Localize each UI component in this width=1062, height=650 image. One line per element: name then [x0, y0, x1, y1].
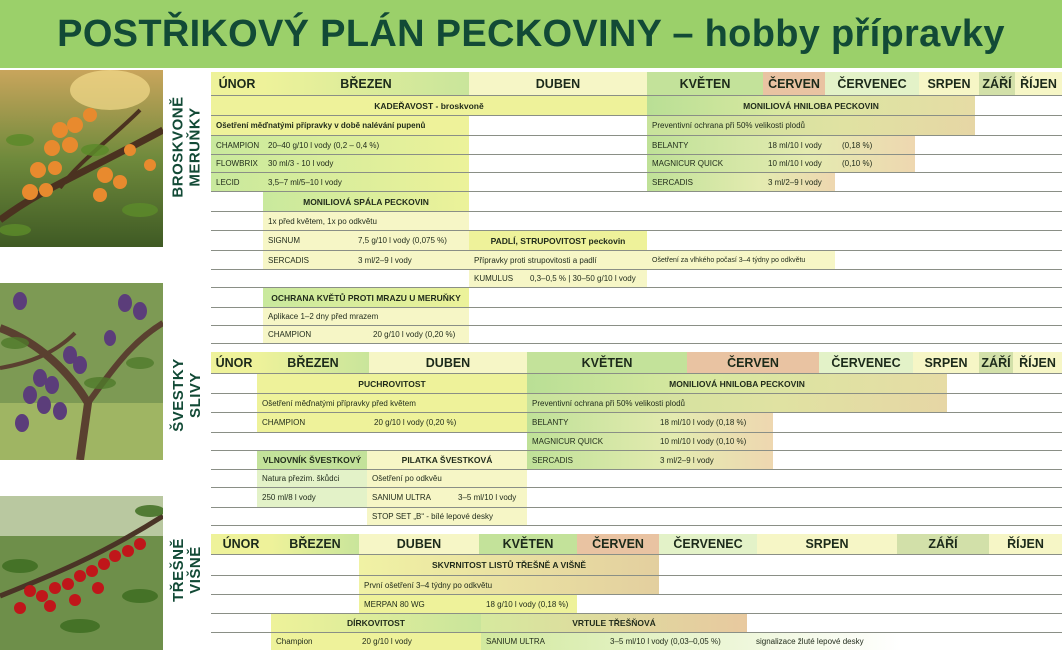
plum-mite-title: VLNOVNÍK ŠVESTKOVÝ: [257, 451, 367, 469]
plum-section-label: [163, 340, 211, 450]
label-line: SLIVY: [187, 372, 204, 418]
disease-title-row: [211, 287, 1062, 307]
label-line: MERUŇKY: [187, 107, 204, 187]
product-pct: (0,10 %): [842, 159, 873, 168]
product-row: [211, 412, 1062, 432]
month-cell: ZÁŘÍ: [979, 352, 1013, 373]
product-row: [211, 594, 1062, 613]
note-row: [211, 211, 1062, 230]
product-dose: 3 ml/2–9 l vody: [768, 177, 822, 187]
disease-title-row: [211, 450, 1062, 469]
note-row: [211, 393, 1062, 412]
product-row: [211, 135, 1062, 154]
frost-protection-title: OCHRANA KVĚTŮ PROTI MRAZU U MERUŇKY: [263, 288, 469, 307]
shot-hole-title: DÍRKOVITOST: [271, 614, 481, 632]
month-cell: ČERVENEC: [659, 534, 757, 554]
product-name: BELANTY: [532, 418, 569, 427]
month-cell: ČERVEN: [577, 534, 659, 554]
cherry-photo: [0, 496, 163, 650]
product-dose: 18 ml/10 l vody: [768, 140, 822, 150]
product-name: CHAMPION: [262, 418, 306, 427]
note-row: [211, 307, 1062, 325]
leaf-spot-title: SKVRNITOST LISTŮ TŘEŠNĚ A VIŠNĚ: [359, 555, 659, 575]
product-cell: [481, 633, 901, 650]
note-row: [211, 575, 1062, 594]
product-cell: [647, 173, 835, 191]
product-cell: [211, 136, 469, 154]
month-cell: ŘÍJEN: [1013, 352, 1062, 373]
mildew-scab-title: PADLÍ, STRUPOVITOST peckovin: [469, 231, 647, 250]
product-name: LECID: [216, 177, 240, 187]
product-name: SERCADIS: [652, 177, 693, 187]
product-row: [211, 230, 1062, 250]
plum-pox-note: Ošetření měďnatými přípravky před květem: [257, 394, 527, 412]
month-cell: KVĚTEN: [647, 72, 763, 95]
blossom-blight-title: MONILIOVÁ SPÁLA PECKOVIN: [263, 192, 469, 211]
month-cell: ZÁŘÍ: [979, 72, 1015, 95]
month-cell: ŘÍJEN: [989, 534, 1062, 554]
month-cell: ČERVEN: [763, 72, 825, 95]
leaf-spot-note: První ošetření 3–4 týdny po odkvětu: [359, 576, 659, 594]
product-cell: [527, 413, 773, 432]
monilia-rot-note: Preventivní ochrana při 50% velikosti plodů: [647, 116, 975, 135]
month-cell: ČERVENEC: [825, 72, 919, 95]
header-banner: [0, 0, 1062, 68]
product-name: MERPAN 80 WG: [364, 599, 425, 609]
product-dose: 30 ml/3 - 10 l vody: [268, 159, 334, 168]
product-name: SANIUM ULTRA: [486, 637, 545, 646]
month-cell: DUBEN: [469, 72, 647, 95]
product-note: signalizace žluté lepové desky: [756, 637, 864, 646]
product-cell: [647, 155, 915, 172]
product-name: CHAMPION: [216, 140, 260, 150]
note-row: [211, 469, 1062, 487]
product-row: [211, 172, 1062, 191]
product-cell: [359, 595, 577, 613]
label-line: TŘEŠNĚ: [170, 538, 187, 602]
product-name: MAGNICUR QUICK: [652, 159, 724, 168]
product-cell: [469, 270, 647, 287]
disease-title-row: [211, 613, 1062, 632]
product-cell: [263, 251, 469, 269]
product-row: [211, 507, 1062, 526]
product-name: Champion: [276, 637, 313, 646]
plum-sawfly-note: Ošetření po odkvěu: [367, 470, 527, 487]
mildew-scab-note: Přípravky proti strupovitosti a padlí: [469, 251, 647, 269]
product-dose: 3–5 ml/10 l vody (0,03–0,05 %): [610, 637, 721, 646]
product-cell: [527, 451, 773, 469]
month-cell: SRPEN: [913, 352, 979, 373]
plum-photo: [0, 283, 163, 460]
disease-title-row: [211, 373, 1062, 393]
product-dose: 3 ml/2–9 l vody: [660, 455, 714, 465]
month-cell: SRPEN: [919, 72, 979, 95]
month-cell: KVĚTEN: [527, 352, 687, 373]
product-row: [211, 432, 1062, 450]
product-cell: [263, 326, 469, 343]
product-dose: 10 ml/10 l vody (0,10 %): [660, 437, 747, 446]
product-cell: [211, 155, 469, 172]
month-cell: ZÁŘÍ: [897, 534, 989, 554]
product-dose: 3,5–7 ml/5–10 l vody: [268, 177, 342, 187]
disease-title-row: [211, 95, 1062, 115]
product-cell: [211, 173, 469, 191]
mildew-scab-note-2: Ošetření za vlhkého počasí 3–4 týdny po odkvětu: [647, 251, 835, 269]
leaf-curl-title: KADEŘAVOST - broskvoně: [211, 96, 647, 115]
month-cell: SRPEN: [757, 534, 897, 554]
product-cell: [647, 136, 915, 154]
product-name: SANIUM ULTRA: [372, 493, 431, 502]
product-dose: 18 g/10 l vody (0,18 %): [486, 599, 569, 609]
plum-sawfly-title: PILATKA ŠVESTKOVÁ: [367, 451, 527, 469]
product-dose: 20 g/10 l vody: [362, 637, 412, 646]
product-dose: 10 ml/10 l vody: [768, 159, 822, 168]
cherry-plan-table: [211, 534, 1062, 650]
label-line: ŠVESTKY: [170, 358, 187, 432]
plum-plan-table: [211, 352, 1062, 526]
disease-title-row: [211, 554, 1062, 575]
blossom-blight-note: 1x před květem, 1x po odkvětu: [263, 212, 469, 230]
plum-rot-title: MONILIOVÁ HNILOBA PECKOVIN: [527, 374, 947, 393]
page-title: POSTŘIKOVÝ PLÁN PECKOVINY – hobby přípravky: [57, 12, 1005, 55]
peach-plan-table: [211, 72, 1062, 344]
cherry-fly-title: VRTULE TŘEŠŇOVÁ: [481, 614, 747, 632]
product-dose: 20 g/10 l vody (0,20 %): [374, 418, 457, 427]
month-cell: ÚNOR: [211, 352, 257, 373]
month-cell: ŘÍJEN: [1015, 72, 1062, 95]
month-cell: ÚNOR: [211, 534, 271, 554]
month-header-row: [211, 352, 1062, 373]
product-cell: [527, 433, 773, 450]
label-line: BROSKVONĚ: [170, 96, 187, 198]
product-dose: 7,5 g/10 l vody (0,075 %): [358, 236, 447, 245]
product-row: [211, 487, 1062, 507]
note-row: [211, 115, 1062, 135]
product-name: SIGNUM: [268, 236, 300, 245]
product-dose: 20–40 g/10 l vody (0,2 – 0,4 %): [268, 140, 380, 150]
peach-section-label: [163, 72, 211, 222]
product-name: FLOWBRIX: [216, 159, 258, 168]
product-name: CHAMPION: [268, 330, 312, 339]
product-dose: 20 g/10 l vody (0,20 %): [373, 330, 456, 339]
month-cell: BŘEZEN: [263, 72, 469, 95]
product-cell: [271, 633, 481, 650]
month-cell: BŘEZEN: [257, 352, 369, 373]
month-cell: BŘEZEN: [271, 534, 359, 554]
product-dose: 18 ml/10 l vody (0,18 %): [660, 418, 747, 427]
product-name: MAGNICUR QUICK: [532, 437, 604, 446]
product-name: SERCADIS: [268, 255, 309, 265]
product-row: [211, 632, 1062, 650]
plum-mite-dose: 250 ml/8 l vody: [257, 488, 367, 507]
plum-mite-note: Natura přezim. škůdci: [257, 470, 367, 487]
plum-sawfly-stop: STOP SET „B“ - bílé lepové desky: [367, 508, 527, 525]
product-dose: 3–5 ml/10 l vody: [458, 493, 517, 502]
product-name: BELANTY: [652, 140, 689, 150]
product-name: KUMULUS: [474, 274, 514, 283]
month-cell: ČERVEN: [687, 352, 819, 373]
monilia-rot-title: MONILIOVÁ HNILOBA PECKOVIN: [647, 96, 975, 115]
month-header-row: [211, 72, 1062, 95]
month-cell: DUBEN: [359, 534, 479, 554]
product-row: [211, 154, 1062, 172]
product-row: [211, 269, 1062, 287]
product-name: SERCADIS: [532, 455, 573, 465]
month-cell: ČERVENEC: [819, 352, 913, 373]
product-cell: [367, 488, 527, 507]
label-line: VIŠNĚ: [187, 546, 204, 594]
plum-pox-title: PUCHROVITOST: [257, 374, 527, 393]
product-row: [211, 325, 1062, 344]
month-cell: KVĚTEN: [479, 534, 577, 554]
month-cell: ÚNOR: [211, 72, 263, 95]
disease-title-row: [211, 191, 1062, 211]
peach-photo: [0, 70, 163, 247]
product-dose: 0,3–0,5 % | 30–50 g/10 l vody: [530, 274, 636, 283]
month-cell: DUBEN: [369, 352, 527, 373]
product-cell: [263, 231, 469, 250]
plum-rot-note: Preventivní ochrana při 50% velikosti plodů: [527, 394, 947, 412]
product-row: [211, 250, 1062, 269]
product-cell: [257, 413, 527, 432]
frost-protection-note: Aplikace 1–2 dny před mrazem: [263, 308, 469, 325]
product-pct: (0,18 %): [842, 140, 873, 150]
leaf-curl-note: Ošetření měďnatými přípravky v době nalévání pupenů: [211, 116, 469, 135]
product-dose: 3 ml/2–9 l vody: [358, 255, 412, 265]
cherry-section-label: [163, 520, 211, 620]
month-header-row: [211, 534, 1062, 554]
